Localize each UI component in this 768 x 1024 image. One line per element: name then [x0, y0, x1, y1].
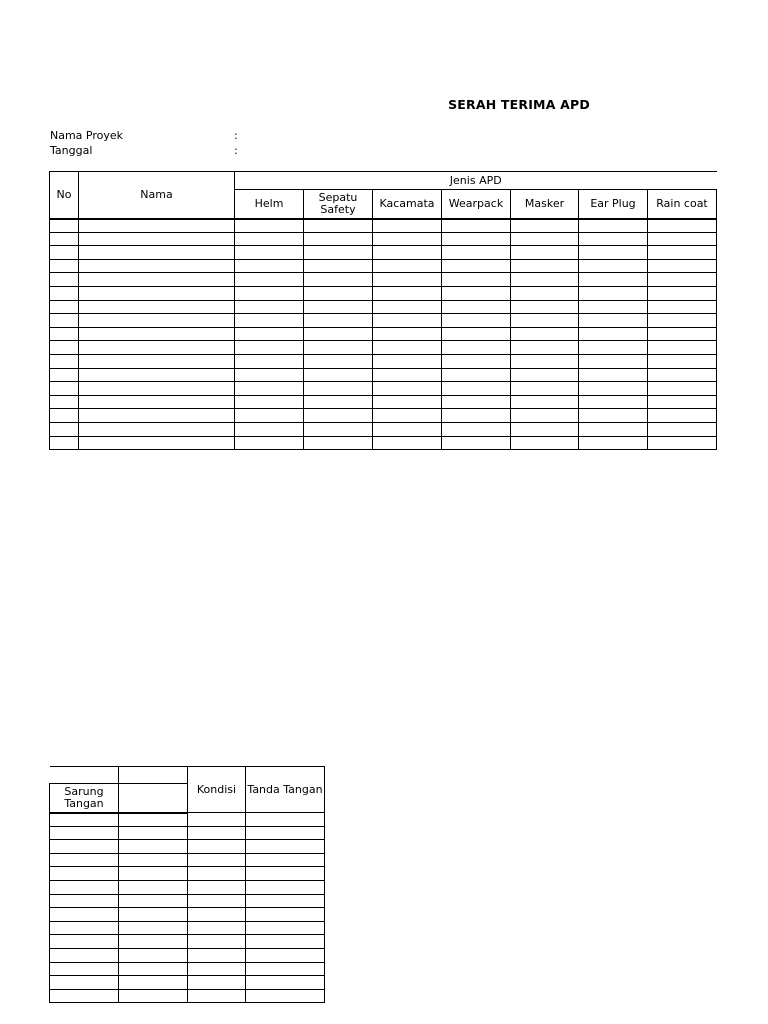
field-label-tanggal: Tanggal [50, 144, 93, 157]
blank-cell[interactable] [579, 436, 648, 450]
blank-cell[interactable] [235, 273, 304, 287]
blank-cell[interactable] [50, 853, 119, 867]
blank-cell[interactable] [79, 368, 235, 382]
blank-cell[interactable] [50, 921, 119, 935]
blank-cell[interactable] [304, 273, 373, 287]
table-row [50, 921, 325, 935]
blank-cell[interactable] [188, 840, 246, 854]
blank-cell[interactable] [304, 409, 373, 423]
blank-cell[interactable] [50, 436, 79, 450]
column-header-masker: Masker [511, 190, 579, 219]
blank-cell[interactable] [246, 867, 325, 881]
blank-cell[interactable] [373, 232, 442, 246]
blank-cell[interactable] [373, 341, 442, 355]
blank-cell[interactable] [511, 219, 579, 233]
page-title: SERAH TERIMA APD [448, 97, 590, 112]
blank-cell[interactable] [511, 286, 579, 300]
blank-cell[interactable] [50, 368, 79, 382]
blank-cell[interactable] [50, 908, 119, 922]
blank-cell[interactable] [246, 948, 325, 962]
blank-cell[interactable] [235, 436, 304, 450]
table-row [50, 962, 325, 976]
blank-cell[interactable] [79, 273, 235, 287]
blank-cell[interactable] [648, 300, 717, 314]
table-row [50, 948, 325, 962]
blank-cell[interactable] [246, 853, 325, 867]
blank-cell[interactable] [304, 314, 373, 328]
blank-cell[interactable] [579, 259, 648, 273]
blank-cell[interactable] [304, 259, 373, 273]
blank-cell[interactable] [579, 327, 648, 341]
blank-cell[interactable] [511, 259, 579, 273]
column-header-rain-coat: Rain coat [648, 190, 717, 219]
table-row [50, 368, 717, 382]
blank-cell[interactable] [235, 368, 304, 382]
blank-cell[interactable] [50, 935, 119, 949]
table-row [50, 219, 717, 233]
blank-cell[interactable] [50, 273, 79, 287]
blank-cell[interactable] [511, 354, 579, 368]
blank-cell[interactable] [246, 908, 325, 922]
blank-cell[interactable] [79, 327, 235, 341]
blank-cell[interactable] [304, 354, 373, 368]
blank-cell[interactable] [235, 409, 304, 423]
blank-cell[interactable] [579, 286, 648, 300]
blank-cell[interactable] [119, 813, 188, 827]
table-row [50, 246, 717, 260]
table-row [50, 382, 717, 396]
table-row [50, 976, 325, 990]
blank-cell[interactable] [235, 259, 304, 273]
table-row [50, 300, 717, 314]
column-group-jenis-apd: Jenis APD [235, 172, 717, 190]
blank-cell[interactable] [50, 354, 79, 368]
blank-cell[interactable] [50, 219, 79, 233]
blank-cell[interactable] [373, 246, 442, 260]
blank-cell[interactable] [50, 395, 79, 409]
blank-cell[interactable] [79, 341, 235, 355]
column-header-tanda-tangan: Tanda Tangan [246, 767, 325, 813]
blank-cell[interactable] [79, 395, 235, 409]
blank-cell[interactable] [50, 826, 119, 840]
blank-cell[interactable] [50, 813, 119, 827]
blank-cell[interactable] [511, 382, 579, 396]
blank-cell[interactable] [648, 286, 717, 300]
header-blank-cell [119, 784, 188, 813]
blank-cell[interactable] [50, 327, 79, 341]
blank-cell[interactable] [442, 341, 511, 355]
blank-cell[interactable] [235, 246, 304, 260]
blank-cell[interactable] [79, 259, 235, 273]
blank-cell[interactable] [188, 935, 246, 949]
blank-cell[interactable] [246, 935, 325, 949]
blank-cell[interactable] [79, 354, 235, 368]
blank-cell[interactable] [648, 395, 717, 409]
blank-cell[interactable] [246, 894, 325, 908]
blank-cell[interactable] [373, 300, 442, 314]
blank-cell[interactable] [50, 867, 119, 881]
blank-cell[interactable] [79, 422, 235, 436]
column-header-sarung-tangan: Sarung Tangan [50, 784, 119, 813]
column-header-wearpack: Wearpack [442, 190, 511, 219]
column-header-no: No [50, 172, 79, 219]
table-row [50, 840, 325, 854]
blank-cell[interactable] [304, 368, 373, 382]
blank-cell[interactable] [511, 300, 579, 314]
blank-cell[interactable] [442, 246, 511, 260]
blank-cell[interactable] [119, 880, 188, 894]
blank-cell[interactable] [442, 219, 511, 233]
blank-cell[interactable] [79, 436, 235, 450]
blank-cell[interactable] [511, 273, 579, 287]
blank-cell[interactable] [442, 259, 511, 273]
blank-cell[interactable] [442, 436, 511, 450]
table-row [50, 894, 325, 908]
table-row [50, 989, 325, 1003]
blank-cell[interactable] [373, 382, 442, 396]
blank-cell[interactable] [648, 368, 717, 382]
blank-cell[interactable] [579, 314, 648, 328]
blank-cell[interactable] [304, 422, 373, 436]
blank-cell[interactable] [50, 314, 79, 328]
blank-cell[interactable] [511, 327, 579, 341]
blank-cell[interactable] [304, 382, 373, 396]
blank-cell[interactable] [188, 867, 246, 881]
blank-cell[interactable] [579, 232, 648, 246]
table-row [50, 232, 717, 246]
blank-cell[interactable] [50, 300, 79, 314]
blank-cell[interactable] [304, 341, 373, 355]
blank-cell[interactable] [50, 382, 79, 396]
table-row [50, 409, 717, 423]
column-header-kondisi: Kondisi [188, 767, 246, 813]
blank-cell[interactable] [511, 314, 579, 328]
blank-cell[interactable] [304, 327, 373, 341]
blank-cell[interactable] [188, 894, 246, 908]
blank-cell[interactable] [50, 409, 79, 423]
blank-cell[interactable] [188, 908, 246, 922]
blank-cell[interactable] [246, 840, 325, 854]
blank-cell[interactable] [246, 962, 325, 976]
kondisi-table [49, 766, 325, 1003]
blank-cell[interactable] [579, 422, 648, 436]
table-row [50, 935, 325, 949]
blank-cell[interactable] [373, 314, 442, 328]
table-row [50, 813, 325, 827]
blank-cell[interactable] [511, 232, 579, 246]
blank-cell[interactable] [188, 880, 246, 894]
table-row [50, 341, 717, 355]
blank-cell[interactable] [50, 422, 79, 436]
table-row [50, 422, 717, 436]
table-row [50, 314, 717, 328]
blank-cell[interactable] [188, 989, 246, 1003]
blank-cell[interactable] [188, 826, 246, 840]
blank-cell[interactable] [119, 948, 188, 962]
table-row [50, 436, 717, 450]
blank-cell[interactable] [50, 232, 79, 246]
blank-cell[interactable] [304, 286, 373, 300]
table-row [50, 354, 717, 368]
blank-cell[interactable] [50, 962, 119, 976]
header-blank-cell [119, 767, 188, 784]
blank-cell[interactable] [373, 436, 442, 450]
blank-cell[interactable] [579, 395, 648, 409]
blank-cell[interactable] [188, 921, 246, 935]
blank-cell[interactable] [235, 300, 304, 314]
blank-cell[interactable] [235, 219, 304, 233]
column-header-ear-plug: Ear Plug [579, 190, 648, 219]
blank-cell[interactable] [119, 962, 188, 976]
blank-cell[interactable] [579, 368, 648, 382]
blank-cell[interactable] [119, 826, 188, 840]
blank-cell[interactable] [511, 341, 579, 355]
blank-cell[interactable] [648, 341, 717, 355]
blank-cell[interactable] [373, 395, 442, 409]
blank-cell[interactable] [235, 354, 304, 368]
blank-cell[interactable] [235, 422, 304, 436]
blank-cell[interactable] [442, 300, 511, 314]
apd-table [49, 171, 717, 450]
blank-cell[interactable] [79, 300, 235, 314]
blank-cell[interactable] [579, 382, 648, 396]
blank-cell[interactable] [79, 314, 235, 328]
blank-cell[interactable] [79, 382, 235, 396]
blank-cell[interactable] [648, 422, 717, 436]
table-row [50, 908, 325, 922]
blank-cell[interactable] [648, 219, 717, 233]
blank-cell[interactable] [304, 232, 373, 246]
blank-cell[interactable] [119, 894, 188, 908]
blank-cell[interactable] [648, 327, 717, 341]
blank-cell[interactable] [442, 422, 511, 436]
blank-cell[interactable] [442, 382, 511, 396]
blank-cell[interactable] [246, 880, 325, 894]
blank-cell[interactable] [50, 894, 119, 908]
table-row [50, 273, 717, 287]
blank-cell[interactable] [648, 259, 717, 273]
blank-cell[interactable] [304, 219, 373, 233]
field-separator: : [234, 129, 238, 142]
blank-cell[interactable] [50, 948, 119, 962]
blank-cell[interactable] [648, 273, 717, 287]
blank-cell[interactable] [648, 314, 717, 328]
blank-cell[interactable] [373, 354, 442, 368]
column-header-kacamata: Kacamata [373, 190, 442, 219]
blank-cell[interactable] [304, 436, 373, 450]
blank-cell[interactable] [304, 300, 373, 314]
blank-cell[interactable] [188, 948, 246, 962]
blank-cell[interactable] [579, 273, 648, 287]
blank-cell[interactable] [246, 976, 325, 990]
blank-cell[interactable] [79, 246, 235, 260]
table-row [50, 880, 325, 894]
table-row [50, 395, 717, 409]
blank-cell[interactable] [188, 962, 246, 976]
blank-cell[interactable] [373, 273, 442, 287]
blank-cell[interactable] [373, 286, 442, 300]
blank-cell[interactable] [511, 409, 579, 423]
blank-cell[interactable] [235, 327, 304, 341]
blank-cell[interactable] [119, 921, 188, 935]
blank-cell[interactable] [442, 395, 511, 409]
blank-cell[interactable] [648, 382, 717, 396]
blank-cell[interactable] [373, 409, 442, 423]
blank-cell[interactable] [373, 327, 442, 341]
blank-cell[interactable] [119, 976, 188, 990]
blank-cell[interactable] [246, 826, 325, 840]
blank-cell[interactable] [373, 368, 442, 382]
table-row [50, 286, 717, 300]
blank-cell[interactable] [511, 436, 579, 450]
blank-cell[interactable] [50, 286, 79, 300]
blank-cell[interactable] [442, 354, 511, 368]
blank-cell[interactable] [50, 880, 119, 894]
blank-cell[interactable] [442, 314, 511, 328]
blank-cell[interactable] [235, 286, 304, 300]
blank-cell[interactable] [119, 989, 188, 1003]
blank-cell[interactable] [373, 259, 442, 273]
blank-cell[interactable] [50, 989, 119, 1003]
blank-cell[interactable] [119, 867, 188, 881]
table-row [50, 826, 325, 840]
blank-cell[interactable] [511, 422, 579, 436]
column-header-helm: Helm [235, 190, 304, 219]
blank-cell[interactable] [79, 219, 235, 233]
blank-cell[interactable] [442, 368, 511, 382]
blank-cell[interactable] [442, 232, 511, 246]
blank-cell[interactable] [50, 341, 79, 355]
blank-cell[interactable] [119, 908, 188, 922]
blank-cell[interactable] [648, 409, 717, 423]
blank-cell[interactable] [442, 409, 511, 423]
blank-cell[interactable] [79, 286, 235, 300]
table-row [50, 867, 325, 881]
table-row [50, 853, 325, 867]
blank-cell[interactable] [119, 853, 188, 867]
blank-cell[interactable] [511, 368, 579, 382]
blank-cell[interactable] [79, 232, 235, 246]
blank-cell[interactable] [304, 395, 373, 409]
blank-cell[interactable] [79, 409, 235, 423]
blank-cell[interactable] [246, 921, 325, 935]
blank-cell[interactable] [235, 382, 304, 396]
blank-cell[interactable] [648, 246, 717, 260]
table-row [50, 327, 717, 341]
table-row [50, 259, 717, 273]
blank-cell[interactable] [246, 989, 325, 1003]
blank-cell[interactable] [579, 409, 648, 423]
blank-cell[interactable] [235, 232, 304, 246]
blank-cell[interactable] [119, 935, 188, 949]
blank-cell[interactable] [235, 395, 304, 409]
blank-cell[interactable] [511, 395, 579, 409]
blank-cell[interactable] [373, 422, 442, 436]
blank-cell[interactable] [648, 354, 717, 368]
field-label-nama-proyek: Nama Proyek [50, 129, 124, 142]
blank-cell[interactable] [579, 246, 648, 260]
blank-cell[interactable] [50, 840, 119, 854]
header-blank-cell [50, 767, 119, 784]
blank-cell[interactable] [50, 976, 119, 990]
blank-cell[interactable] [579, 354, 648, 368]
blank-cell[interactable] [579, 341, 648, 355]
blank-cell[interactable] [648, 436, 717, 450]
blank-cell[interactable] [119, 840, 188, 854]
blank-cell[interactable] [50, 246, 79, 260]
blank-cell[interactable] [442, 327, 511, 341]
blank-cell[interactable] [246, 813, 325, 827]
blank-cell[interactable] [648, 232, 717, 246]
field-separator: : [234, 144, 238, 157]
blank-cell[interactable] [442, 286, 511, 300]
blank-cell[interactable] [235, 314, 304, 328]
column-header-sepatu-safety: Sepatu Safety [304, 190, 373, 219]
blank-cell[interactable] [188, 853, 246, 867]
blank-cell[interactable] [188, 976, 246, 990]
blank-cell[interactable] [235, 341, 304, 355]
column-header-nama: Nama [79, 172, 235, 219]
blank-cell[interactable] [50, 259, 79, 273]
blank-cell[interactable] [579, 300, 648, 314]
blank-cell[interactable] [579, 219, 648, 233]
blank-cell[interactable] [188, 813, 246, 827]
blank-cell[interactable] [442, 273, 511, 287]
blank-cell[interactable] [304, 246, 373, 260]
blank-cell[interactable] [511, 246, 579, 260]
blank-cell[interactable] [373, 219, 442, 233]
